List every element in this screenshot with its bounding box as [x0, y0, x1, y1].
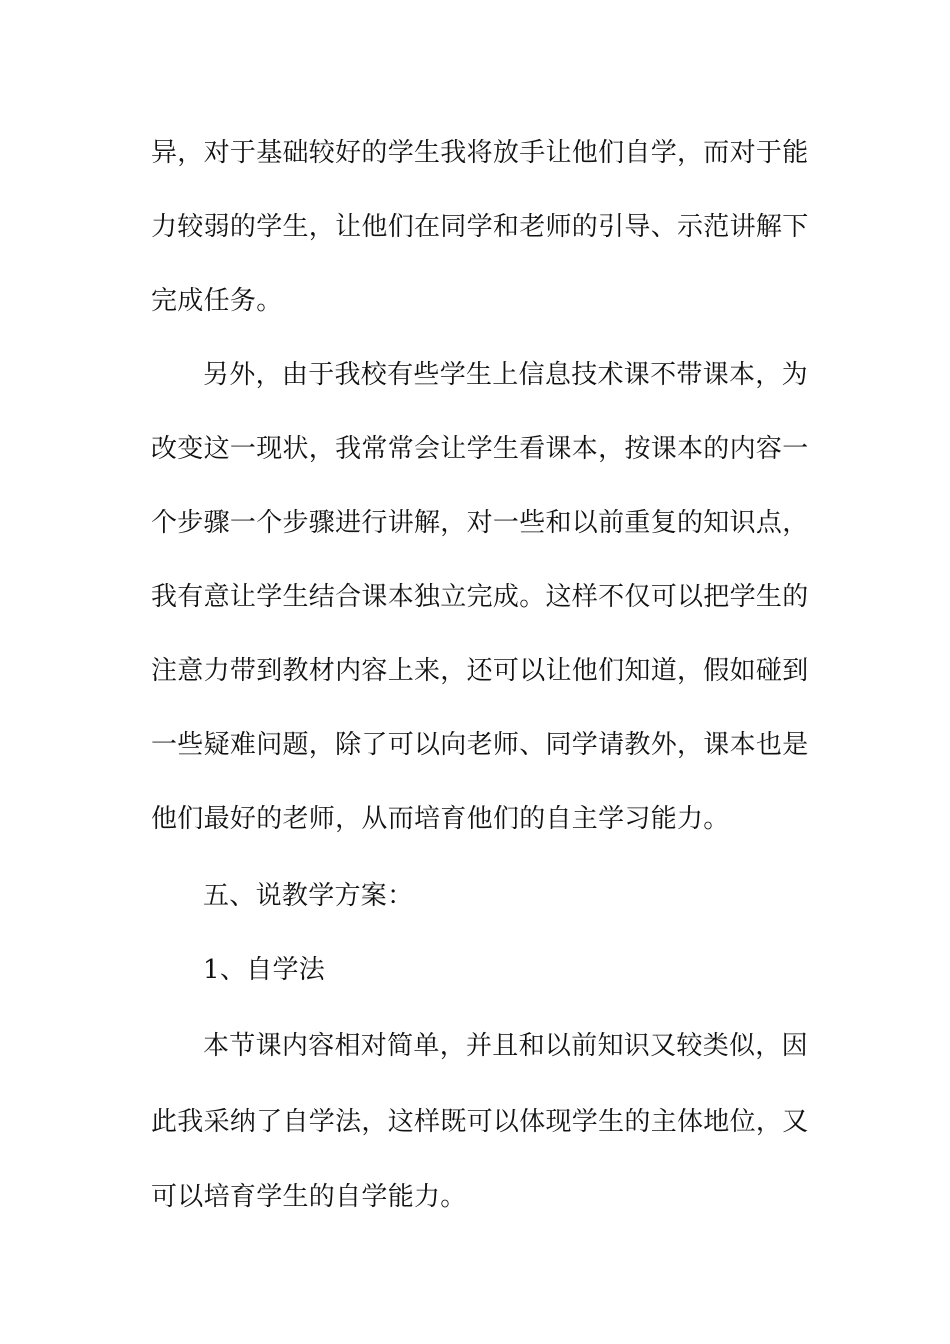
text-line: 完成任务。	[151, 286, 283, 316]
text-line: 此我采纳了自学法，这样既可以体现学生的主体地位，又	[151, 1107, 809, 1137]
text-line: 个步骤一个步骤进行讲解，对一些和以前重复的知识点，	[151, 508, 809, 538]
paragraph-first-line: 本节课内容相对简单，并且和以前知识又较类似，因	[203, 1031, 808, 1061]
paragraph-first-line: 另外，由于我校有些学生上信息技术课不带课本，为	[203, 360, 808, 390]
text-line: 可以培育学生的自学能力。	[151, 1182, 467, 1212]
text-line: 一些疑难问题，除了可以向老师、同学请教外，课本也是	[151, 730, 809, 760]
text-line: 注意力带到教材内容上来，还可以让他们知道，假如碰到	[151, 656, 809, 686]
text-line: 异，对于基础较好的学生我将放手让他们自学，而对于能	[151, 138, 809, 168]
text-line: 他们最好的老师，从而培育他们的自主学习能力。	[151, 804, 730, 834]
text-line: 改变这一现状，我常常会让学生看课本，按课本的内容一	[151, 434, 809, 464]
subsection-heading: 1、自学法	[203, 955, 326, 985]
text-line: 我有意让学生结合课本独立完成。这样不仅可以把学生的	[151, 582, 809, 612]
text-line: 力较弱的学生，让他们在同学和老师的引导、示范讲解下	[151, 212, 809, 242]
section-heading: 五、说教学方案：	[203, 881, 414, 911]
